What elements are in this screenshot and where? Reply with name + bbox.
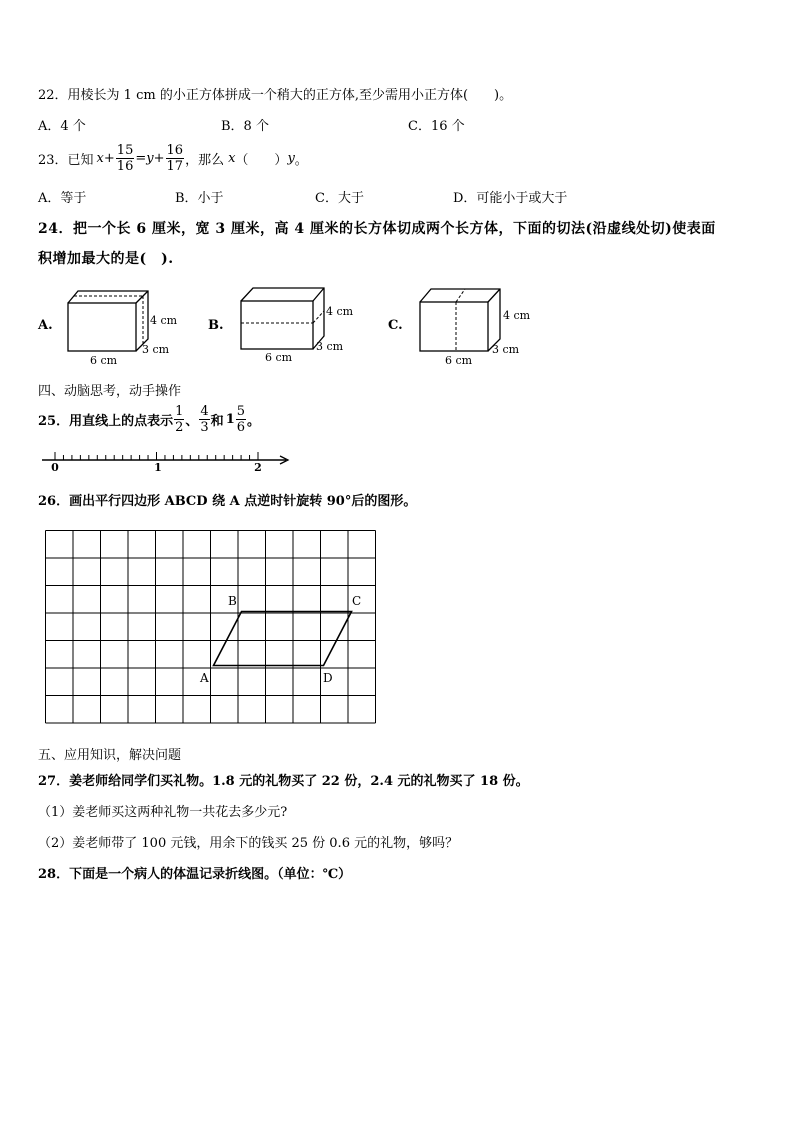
q24-line2: 积增加最大的是( ). <box>38 251 174 267</box>
q23-end: 。 <box>294 152 308 168</box>
q25-fraction-1: $\frac{1}{2}$ <box>175 403 184 435</box>
q23-then: ，那么 <box>185 152 225 168</box>
q25-fraction-3: $\frac{5}{6}$ <box>236 403 246 435</box>
q25-fraction-2: $\frac{4}{3}$ <box>200 403 209 435</box>
q23-var-x2: x <box>228 150 236 166</box>
cuboid-a-width: 3 cm <box>142 343 170 356</box>
cuboid-b-width: 3 cm <box>316 340 344 353</box>
q23-var-x: x <box>96 150 104 166</box>
q23-equals: = <box>135 150 147 166</box>
q23-var-y: y <box>146 150 154 166</box>
point-label-b: B <box>228 594 237 608</box>
q23-stem <box>38 139 308 177</box>
q23-option-b: B．小于 <box>175 191 224 206</box>
q25-whole: 1 <box>225 411 235 427</box>
cuboid-a-length: 6 cm <box>90 354 118 367</box>
q24-label-a: A. <box>38 318 53 333</box>
q27-sub2: （2）姜老师带了 100 元钱，用余下的钱买 25 份 0.6 元的礼物，够吗？ <box>38 836 459 851</box>
q23-number: 23．已知 <box>38 152 94 168</box>
q25-end: 。 <box>247 413 261 429</box>
q23-option-c: C．大于 <box>315 191 364 206</box>
number-line <box>38 448 298 476</box>
q26-stem: 26．画出平行四边形 ABCD 绕 A 点逆时针旋转 90°后的图形。 <box>38 494 417 509</box>
grid-figure <box>40 526 390 726</box>
tick-label-2: 2 <box>254 461 262 474</box>
q25-and: 和 <box>210 413 224 429</box>
cuboid-c-figure <box>415 282 545 370</box>
tick-label-1: 1 <box>154 461 162 474</box>
q23-blank: （ ） <box>235 152 288 168</box>
point-label-c: C <box>352 594 362 608</box>
point-label-d: D <box>323 671 333 685</box>
q22-stem: 22．用棱长为 1 cm 的小正方体拼成一个稍大的正方体,至少需用小正方体( )。 <box>38 88 513 103</box>
q27-sub1: （1）姜老师买这两种礼物一共花去多少元? <box>38 805 288 820</box>
q22-option-a: A．4 个 <box>38 119 86 134</box>
cuboid-b-length: 6 cm <box>265 351 293 364</box>
tick-label-0: 0 <box>51 461 59 474</box>
q25-stem <box>38 400 260 438</box>
cuboid-b-figure <box>236 282 366 367</box>
q23-option-d: D．可能小于或大于 <box>453 191 568 206</box>
q23-var-y2: y <box>287 150 295 166</box>
cuboid-a-height: 4 cm <box>150 314 178 327</box>
q23-plus: + <box>103 150 115 166</box>
q25-separator: 、 <box>185 413 199 429</box>
q23-fraction-1: $\frac{15}{16}$ <box>116 142 134 174</box>
q23-fraction-2: $\frac{16}{17}$ <box>166 142 184 174</box>
parallelogram-abcd <box>214 612 352 666</box>
cuboid-c-width: 3 cm <box>492 343 520 356</box>
q22-option-c: C．16 个 <box>408 119 465 134</box>
cuboid-b-height: 4 cm <box>326 305 354 318</box>
q23-option-a: A．等于 <box>38 191 87 206</box>
section-5-heading: 五、应用知识，解决问题 <box>38 748 182 763</box>
section-4-heading: 四、动脑思考，动手操作 <box>38 384 182 399</box>
q28-stem: 28．下面是一个病人的体温记录折线图。（单位：℃） <box>38 867 352 882</box>
q25-prefix: 25．用直线上的点表示 <box>38 413 174 429</box>
point-label-a: A <box>200 671 209 685</box>
q24-line1: 24．把一个长 6 厘米，宽 3 厘米，高 4 厘米的长方体切成两个长方体，下面的切法(沿虚线处切)使表面 <box>38 221 716 237</box>
q22-option-b: B．8 个 <box>221 119 269 134</box>
q24-label-c: C. <box>388 318 403 333</box>
cuboid-c-height: 4 cm <box>503 309 531 322</box>
q23-plus: + <box>153 150 165 166</box>
cuboid-a-figure <box>62 285 192 370</box>
q27-stem: 27．姜老师给同学们买礼物。1.8 元的礼物买了 22 份，2.4 元的礼物买了 18 份。 <box>38 774 529 789</box>
q24-label-b: B. <box>208 318 224 333</box>
cuboid-c-length: 6 cm <box>445 354 473 367</box>
